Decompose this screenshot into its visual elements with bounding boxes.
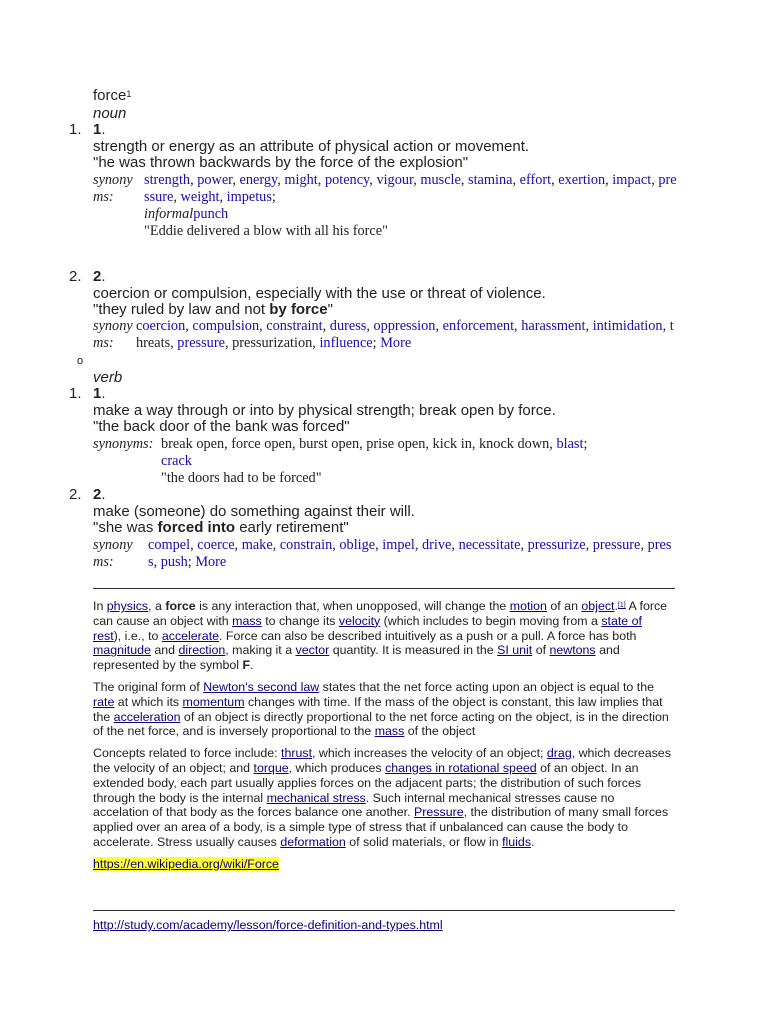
link-newtons[interactable]: newtons [549,643,596,658]
link-state-of-rest[interactable]: state of rest [93,613,642,643]
synonym-word[interactable]: coercion [136,318,186,334]
synonym-link[interactable]: weight [180,189,220,205]
sense-dot: . [101,385,106,402]
sense-example [93,520,693,536]
synonyms-links: compel, coerce, make, constrain, oblige, impel, drive, necessitate, pressurize, pressure, press, push; [148,537,672,570]
wiki-paragraph-1: In physics, a force is any interaction that, when unopposed, will change the motion of an object.[1] A force can cause an object with mass to change its velocity (which includes to begin moving from a state of rest), i.e., to accelerate. Force can also be described intuitively as a push or a pull. A force has both magnitude and direction, making it a vector quantity. It is measured in the SI unit of newtons and represented by the symbol F. [93,599,668,673]
noun-sense-2-synonyms [93,318,678,354]
synonym-word[interactable]: duress [329,318,367,334]
wiki-excerpt [93,599,673,872]
study-source [93,918,443,933]
synonym-link[interactable]: drive [422,537,452,553]
synonyms-list [144,172,678,240]
synonym-example: "the doors had to be forced" [161,470,322,486]
link-rotational-speed[interactable]: changes in rotational speed [385,760,537,775]
synonym-link[interactable]: compel [148,537,191,553]
more-link[interactable]: More [380,335,412,351]
link-mass[interactable]: mass [374,724,405,739]
reference-link[interactable]: [1] [617,602,626,609]
sense-bold-number: 2 [93,268,102,285]
link-direction[interactable]: direction [178,643,226,658]
sense-dot: . [101,121,106,138]
verb-sense-2 [93,486,693,536]
wiki-paragraph-2: The original form of Newton's second law states that the net force acting upon an object is equal to the rate at which its momentum changes with time. If the mass of the object is constant, this law implies that the acceleration of an object is directly proportional to the net force acting on the object, is in the direction of the net force, and is inversely proportional to the mass of the object [93,679,669,739]
synonym-link[interactable]: pressurize [527,537,586,553]
headword [93,87,131,105]
link-motion[interactable]: motion [509,599,547,613]
synonym-link[interactable]: power [197,172,233,188]
synonym-link[interactable]: pressure [144,172,677,205]
sense-definition: coercion or compulsion, especially with the use or threat of violence. [93,285,546,302]
synonyms-links: strength, power, energy, might, potency, vigour, muscle, stamina, effort, exertion, impact, pressure, weight, impetus; [144,172,677,205]
link-rate[interactable]: rate [93,694,115,709]
sense-number: 2. [69,486,82,503]
link-momentum[interactable]: momentum [182,694,245,709]
synonym-link[interactable]: push [160,554,188,570]
sense-definition: strength or energy as an attribute of physical action or movement. [93,138,530,155]
synonyms-text: break open, force open, burst open, prise open, kick in, knock down, [161,436,553,452]
synonym-link[interactable]: oblige [339,537,376,553]
link-velocity[interactable]: velocity [338,613,381,628]
link-magnitude[interactable]: magnitude [93,643,151,658]
synonym-word[interactable]: oppression [373,318,436,334]
synonym-link[interactable]: impetus [226,189,272,205]
divider [93,588,675,589]
link-drag[interactable]: drag [546,746,572,761]
noun-sense-1-synonyms [93,172,678,242]
example-bold: by force [269,301,328,318]
verb-sense-1-synonyms [93,436,678,488]
link-vector[interactable]: vector [295,643,330,658]
link-deformation[interactable]: deformation [280,834,346,849]
synonym-link[interactable]: press [148,537,672,570]
sense-definition: make a way through or into by physical strength; break open by force. [93,402,556,419]
wikipedia-source-link[interactable]: https://en.wikipedia.org/wiki/Force [93,856,279,871]
synonym-link[interactable]: impel [382,537,415,553]
synonyms-links: coercion, compulsion, constraint, duress, oppression, enforcement, harassment, intimidation, threats, pressure, pressurization, influence; [136,318,674,351]
sense-bold-number: 1 [93,121,102,138]
synonym-link[interactable]: impact [612,172,652,188]
link-si-unit[interactable]: SI unit [497,643,533,658]
link-object[interactable]: object [581,599,615,613]
sense-dot: . [101,268,106,285]
synonym-link[interactable]: punch [193,206,229,222]
divider [93,910,675,911]
verb-sense-1 [93,385,693,435]
verb-sense-2-synonyms [93,537,678,573]
more-link[interactable]: More [195,554,227,570]
synonym-link[interactable]: constrain [279,537,333,553]
sense-definition: make (someone) do something against their will. [93,503,415,520]
synonym-link[interactable]: strength [144,172,191,188]
synonyms-list [148,537,678,571]
wiki-source [93,857,673,872]
example-text: early retirement" [235,519,349,536]
link-mass[interactable]: mass [232,613,262,628]
sense-dot: . [101,486,106,503]
synonyms-label: synonyms: [93,172,133,205]
synonyms-label: synonyms: [93,436,154,452]
synonym-link[interactable]: make [241,537,273,553]
register-label: informal [144,206,194,222]
list-bullet: o [77,355,84,367]
link-fluids[interactable]: fluids [502,834,532,849]
synonym-word[interactable]: compulsion [192,318,260,334]
sense-number: 1. [69,385,82,402]
synonym-link[interactable]: crack [161,453,192,469]
synonym-link[interactable]: might [284,172,318,188]
example-bold: forced into [157,519,236,536]
synonym-link[interactable]: blast [556,436,584,452]
wiki-paragraph-3: Concepts related to force include: thrust, which increases the velocity of an object; drag, which decreases the velocity of an object; and torque, which produces changes in rotational speed of an object. In an extended body, each part usually applies forces on the adjacent parts; the distribution of such forces through the body is the internal mechanical stress. Such internal mechanical stresses cause no accelation of that body as the forces balance one another. Pressure, the distribution of many small forces applied over an area of a body, is a simple type of stress that if unbalanced can cause the body to accelerate. Stress usually causes deformation of solid materials, or flow in fluids. [93,746,671,849]
headword-text: force [93,87,127,104]
pos-verb: verb [93,369,123,386]
sense-number: 1. [69,121,82,138]
synonym-link[interactable]: potency [324,172,370,188]
symbol-f: F [242,658,251,673]
link-torque[interactable]: torque [253,760,289,775]
synonym-word: pressurization [232,335,313,351]
sense-example: "the back door of the bank was forced" [93,418,350,435]
synonyms-label: synonyms: [93,537,133,570]
pos-noun: noun [93,105,127,122]
synonym-link[interactable]: muscle [420,172,461,188]
synonym-word[interactable]: enforcement [442,318,515,334]
link-physics[interactable]: physics [106,599,149,613]
synonym-word[interactable]: intimidation [592,318,663,334]
synonym-link[interactable]: necessitate [458,537,521,553]
synonym-word: threats [136,318,674,351]
link-newtons-second-law[interactable]: Newton's second law [203,679,320,694]
link-pressure[interactable]: Pressure [414,805,464,820]
synonym-example: "Eddie delivered a blow with all his force" [144,223,388,239]
link-mechanical-stress[interactable]: mechanical stress [266,790,366,805]
link-acceleration[interactable]: acceleration [113,709,181,724]
example-text: "she was [93,519,158,536]
synonym-link[interactable]: stamina [468,172,513,188]
sense-bold-number: 1 [93,385,102,402]
sense-number: 2. [69,268,82,285]
sense-bold-number: 2 [93,486,102,503]
synonyms-list: break open, force open, burst open, prise open, kick in, knock down, blast; crack "the doors had to be forced" [161,436,678,487]
synonym-word[interactable]: influence [319,335,373,351]
synonym-link[interactable]: vigour [376,172,414,188]
sense-example [93,302,693,318]
synonym-link[interactable]: pressure [592,537,641,553]
synonym-word[interactable]: pressure [177,335,225,351]
synonym-link[interactable]: energy [239,172,278,188]
sense-example: "he was thrown backwards by the force of the explosion" [93,154,469,171]
noun-sense-1 [93,121,693,171]
headword-superscript: 1 [126,89,132,99]
synonym-link[interactable]: exertion [558,172,606,188]
link-accelerate[interactable]: accelerate [161,628,220,643]
study-source-link[interactable]: http://study.com/academy/lesson/force-definition-and-types.html [93,918,443,932]
synonym-link[interactable]: coerce [197,537,235,553]
synonym-word[interactable]: constraint [266,318,323,334]
synonym-word[interactable]: harassment [521,318,586,334]
bold-term: force [165,599,196,613]
example-text: " [327,301,333,318]
synonym-link[interactable]: effort [519,172,552,188]
noun-sense-2 [93,268,693,318]
synonyms-label: synonyms: [93,318,133,351]
link-thrust[interactable]: thrust [281,746,313,761]
example-text: "they ruled by law and not [93,301,270,318]
synonyms-list [136,318,678,352]
